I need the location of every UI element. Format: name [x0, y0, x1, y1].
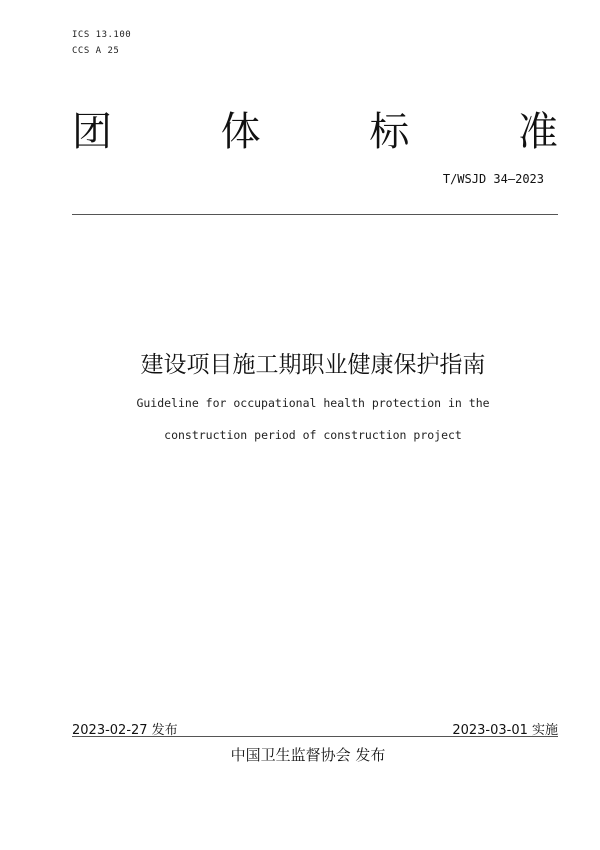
document-title: 建设项目施工期职业健康保护指南 [140, 352, 486, 378]
category-char-2: 体 [220, 109, 261, 155]
header-divider [72, 214, 558, 215]
category-char-1: 团 [72, 109, 112, 155]
ics-code: ICS 13.100 [72, 30, 132, 40]
english-title-line-2: construction period of construction project [164, 428, 462, 442]
category-char-4: 准 [517, 109, 558, 155]
publisher: 中国卫生监督协会 发布 [230, 746, 386, 764]
footer-divider [72, 736, 558, 737]
english-title-line-1: Guideline for occupational health protection in the [136, 396, 490, 410]
publish-date: 2023-02-27 发布 [72, 723, 178, 738]
ccs-code: CCS A 25 [72, 46, 120, 56]
category-char-3: 标 [369, 109, 410, 155]
standard-category [72, 108, 558, 156]
standard-number: T/WSJD 34—2023 [442, 172, 544, 186]
implementation-date: 2023-03-01 实施 [452, 723, 558, 738]
